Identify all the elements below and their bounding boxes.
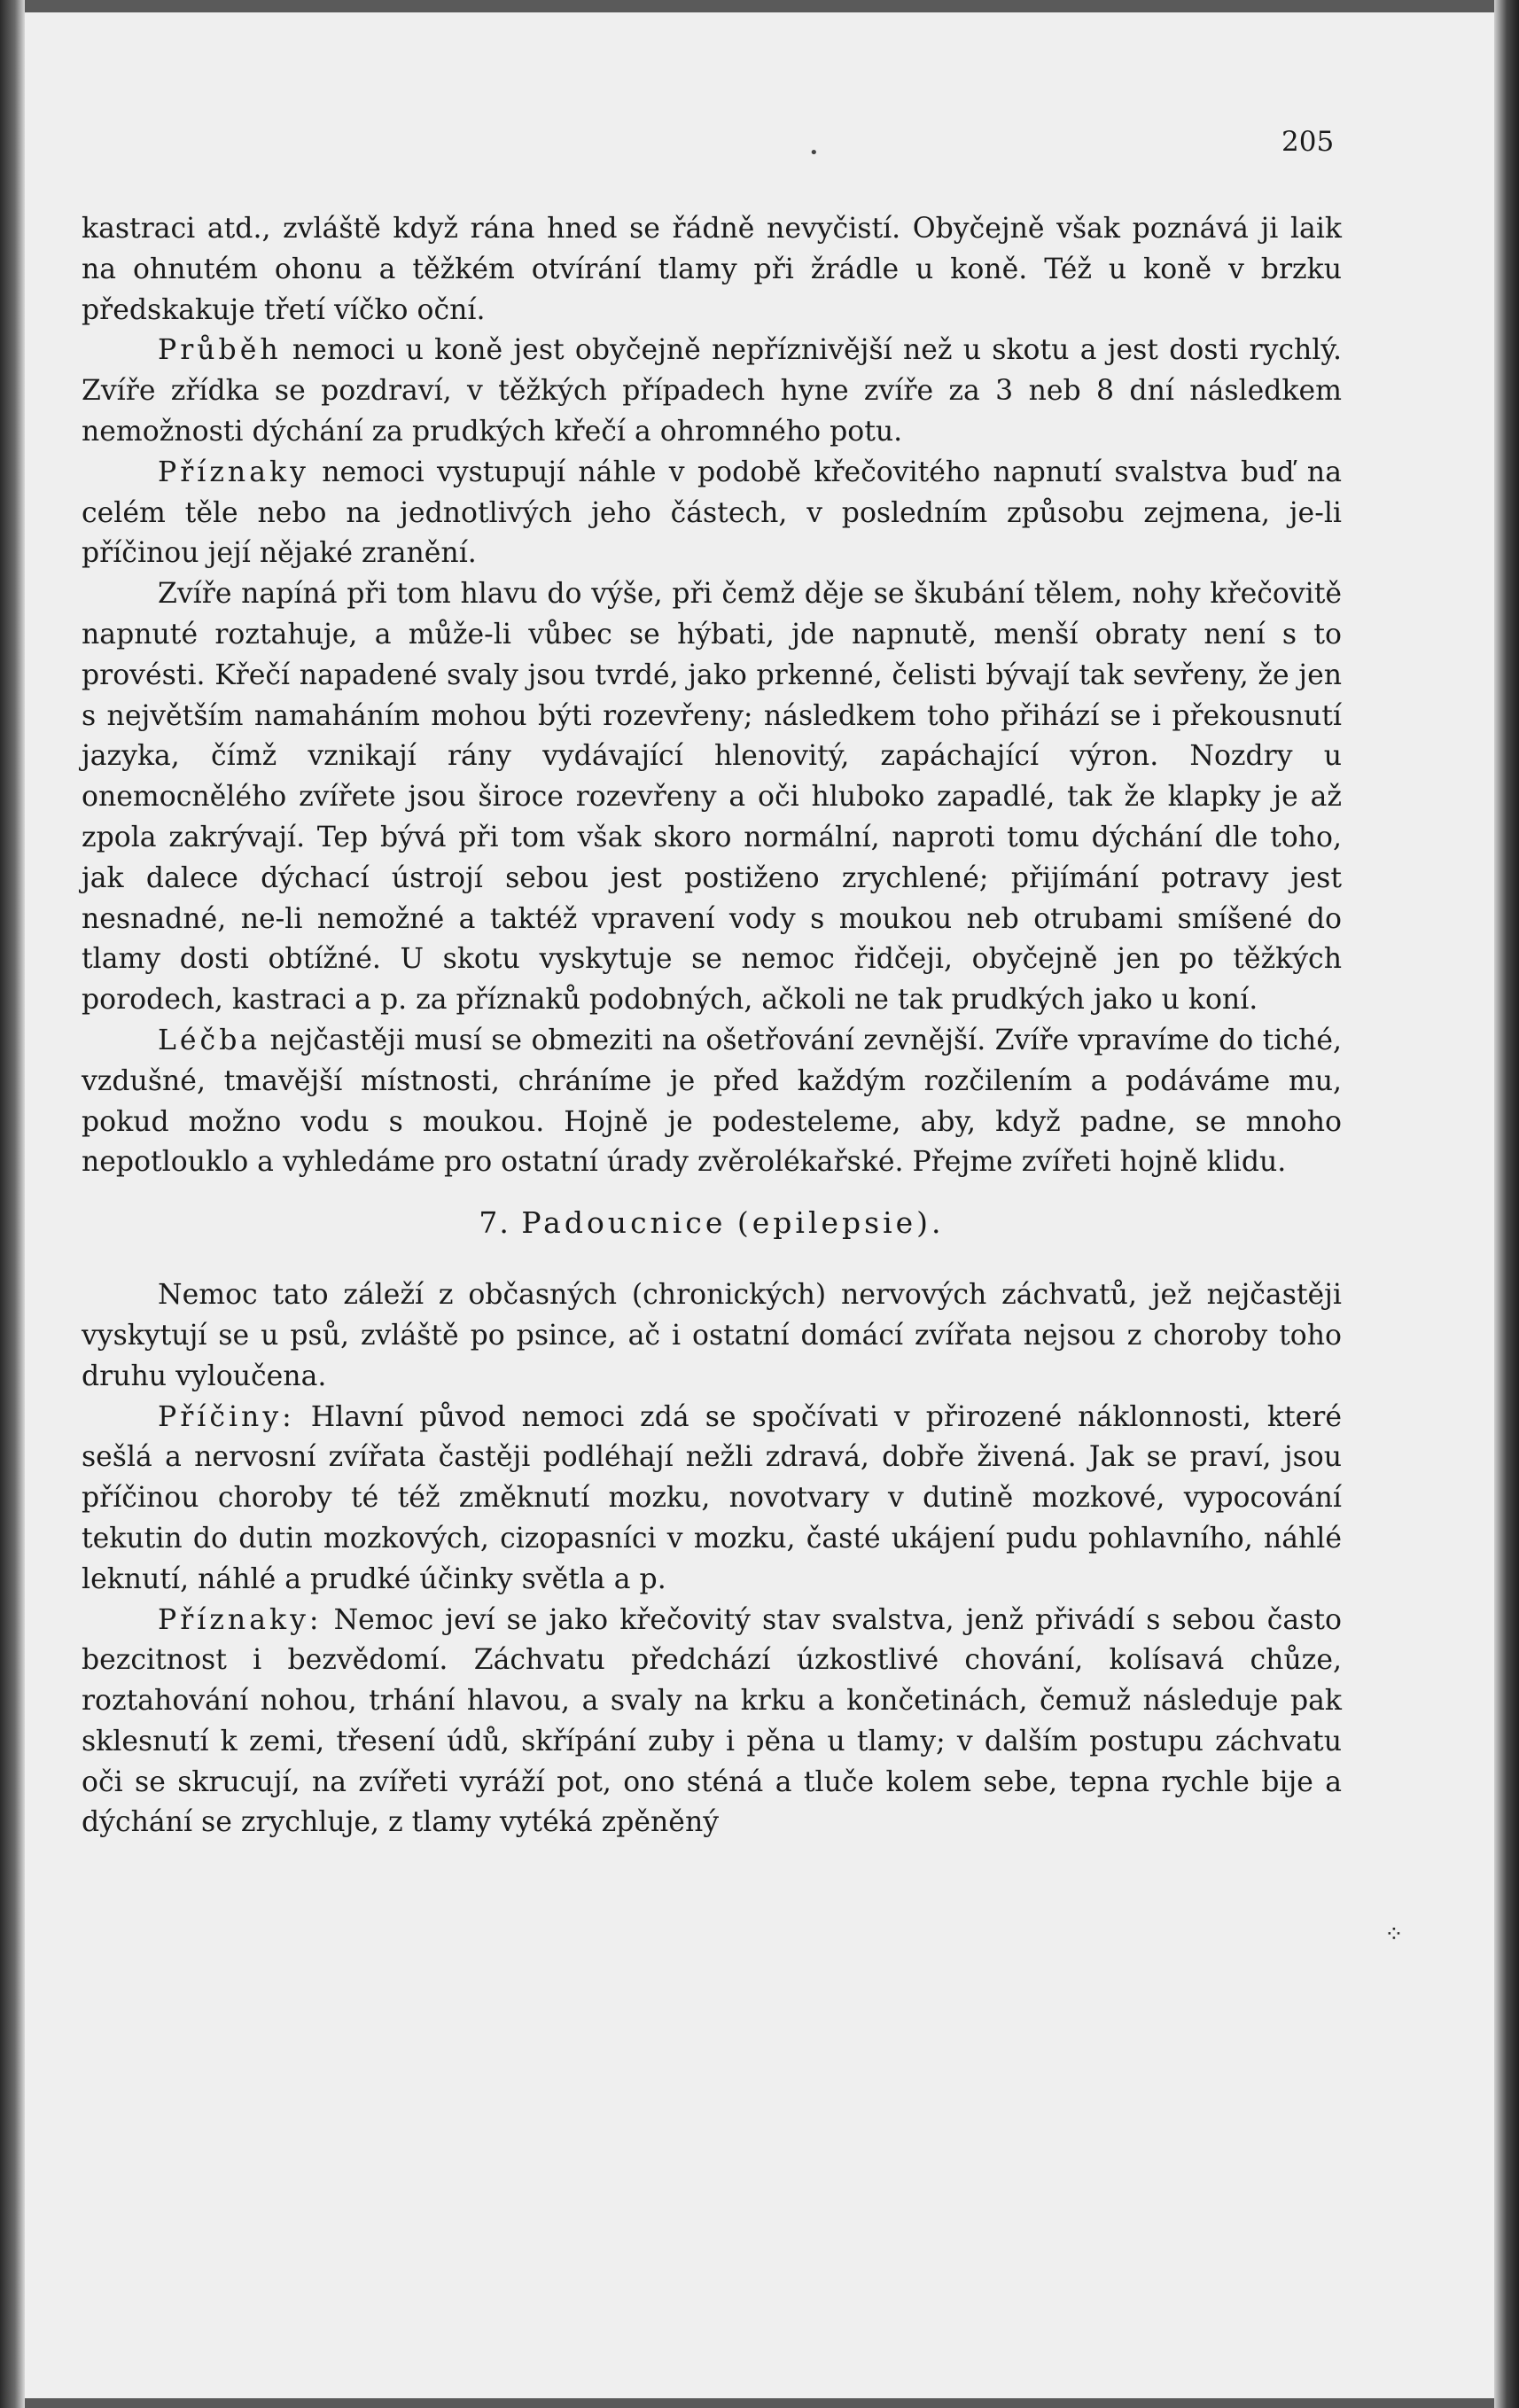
spaced-lead-priznaky: Příznaky — [158, 456, 309, 488]
page-edge-right — [1494, 0, 1519, 2408]
spaced-lead-priznaky-2: Příznaky: — [158, 1603, 323, 1636]
spaced-lead-lecba: Léčba — [158, 1024, 261, 1056]
spaced-lead-prubeh: Průběh — [158, 334, 282, 367]
paragraph-zvire: Zvíře napíná při tom hlavu do výše, při čemž děje se škubání tělem, nohy křečovitě napnuté roztahuje, a může-li vůbec se hýbati, jde napnutě, menší obraty není s to provésti. Křečí napadené svaly jsou tvrdé, jako prkenné, čelisti bývají tak sevřeny, že jen s největším namaháním mohou býti rozevřeny; následkem toho přihází se i překousnutí jazyka, čímž vznikají rány vydávající hlenovitý, zapáchající výron. Nozdry u onemocnělého zvířete jsou široce rozevřeny a oči hluboko zapadlé, tak že klapky je až zpola zakrývají. Tep bývá při tom však skoro normální, naproti tomu dýchání dle toho, jak dalece dýchací ústrojí sebou jest postiženo zrychlené; přijímání potravy jest nesnadné, ne-li nemožné a taktéž vpravení vody s moukou neb otrubami smíšené do tlamy dosti obtížné. U skotu vyskytuje se nemoc řidčeji, obyčejně jen po těžkých porodech, kastraci a p. za příznaků podobných, ačkoli ne tak prudkých jako u koní. — [82, 578, 1342, 1017]
print-speck: • — [809, 144, 819, 162]
page-text — [82, 209, 1342, 1843]
book-page — [25, 12, 1494, 2398]
section-subtitle: (epilepsie). — [736, 1205, 945, 1241]
section-number: 7. — [479, 1205, 510, 1241]
paragraph-lecba: Léčba nejčastěji musí se obmeziti na ošetřování zevnější. Zvíře vpravíme do tiché, vzdušné, tmavější místnosti, chráníme je před každým rozčilením a podáváme mu, pokud možno vodu s moukou. Hojně je podesteleme, aby, když padne, se mnoho nepotlouklo a vyhledáme pro ostatní úrady zvěrolékařské. Přejme zvířeti hojně klidu. — [82, 1024, 1342, 1179]
paragraph-nemoc: Nemoc tato záleží z občasných (chronických) nervových záchvatů, jež nejčastěji vyskytují se u psů, zvláště po psince, ač i ostatní domácí zvířata nejsou z choroby toho druhu vyloučena. — [82, 1279, 1342, 1392]
paragraph-priciny: Příčiny: Hlavní původ nemoci zdá se spočívati v přirozené náklonnosti, které sešlá a nervosní zvířata častěji podléhají nežli zdravá, dobře živená. Jak se praví, jsou příčinou choroby té též změknutí mozku, novotvary v dutině mozkové, vypocování tekutin do dutin mozkových, cizopasníci v mozku, časté ukájení pudu pohlavního, náhlé leknutí, náhlé a prudké účinky světla a p. — [82, 1400, 1342, 1595]
page-number: 205 — [1281, 126, 1335, 158]
paragraph-priznaky: Příznaky nemoci vystupují náhle v podobě křečovitého napnutí svalstva buď na celém těle nebo na jednotlivých jeho částech, v posledním způsobu zejmena, je-li příčinou její nějaké zranění. — [82, 456, 1342, 570]
page-edge-left — [0, 0, 25, 2408]
paragraph-1: kastraci atd., zvláště když rána hned se řádně nevyčistí. Obyčejně však poznává ji laik na ohnutém ohonu a těžkém otvírání tlamy při žrádle u koně. Též u koně v brzku předskakuje třetí víčko oční. — [82, 213, 1342, 326]
ornament-icon: ⁘ — [1384, 1921, 1404, 1948]
section-heading — [82, 1203, 1342, 1243]
paragraph-priznaky-2: Příznaky: Nemoc jeví se jako křečovitý stav svalstva, jenž přivádí s sebou často bezcitnost i bezvědomí. Záchvatu předchází úzkostlivé chování, kolísavá chůze, roztahování nohou, trhání hlavou, a svaly na krku a končetinách, čemuž následuje pak sklesnutí k zemi, třesení údů, skřípání zuby i pěna u tlamy; v dalším postupu záchvatu oči se skrucují, na zvířeti vyráží pot, ono sténá a tluče kolem sebe, tepna rychle bije a dýchání se zrychluje, z tlamy vytéká zpěněný — [82, 1603, 1342, 1839]
section-title: Padoucnice — [521, 1205, 727, 1241]
paragraph-prubeh: Průběh nemoci u koně jest obyčejně nepříznivější než u skotu a jest dosti rychlý. Zvíře zřídka se pozdraví, v těžkých případech hyne zvíře za 3 neb 8 dní následkem nemožnosti dýchání za prudkých křečí a ohromného potu. — [82, 334, 1342, 448]
spaced-lead-priciny: Příčiny: — [158, 1400, 295, 1433]
